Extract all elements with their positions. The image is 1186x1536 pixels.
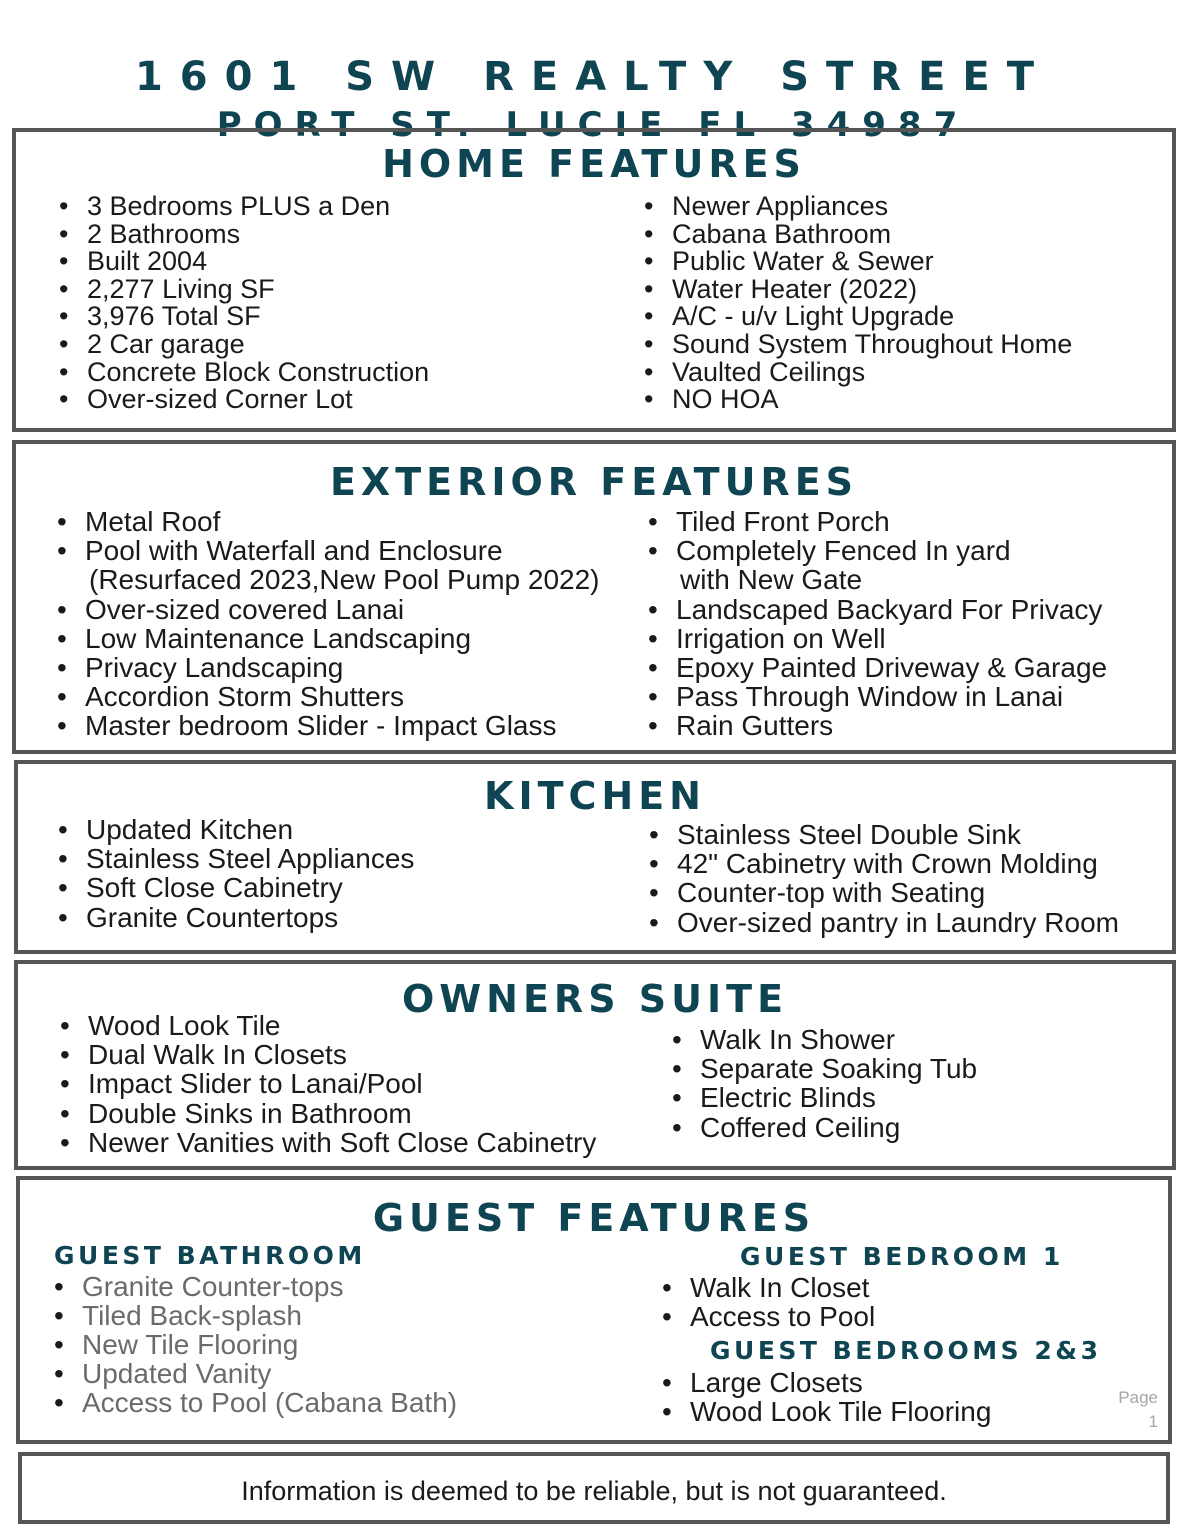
home-features-right-list: [672, 193, 1072, 414]
exterior-features-section: [12, 440, 1176, 754]
list-item: • Pass Through Window in Lanai: [676, 682, 1107, 711]
list-item: • Sound System Throughout Home: [672, 331, 1072, 359]
list-item: • Tiled Front Porch: [676, 507, 1107, 536]
owners-suite-heading: OWNERS SUITE: [401, 977, 789, 1021]
guest-bedrooms-2-3-list: [690, 1368, 991, 1426]
list-item: • Cabana Bathroom: [672, 221, 1072, 249]
list-item: • Accordion Storm Shutters: [85, 682, 600, 711]
list-item: • Granite Countertops: [86, 903, 414, 932]
list-item: • Low Maintenance Landscaping: [85, 624, 600, 653]
exterior-features-left-list: [85, 507, 600, 741]
list-item: • Impact Slider to Lanai/Pool: [88, 1069, 596, 1098]
list-item: • Walk In Shower: [700, 1025, 977, 1054]
list-item: • Counter-top with Seating: [677, 878, 1119, 907]
guest-features-heading: GUEST FEATURES: [372, 1196, 816, 1240]
kitchen-section: [14, 760, 1176, 954]
list-item: • A/C - u/v Light Upgrade: [672, 303, 1072, 331]
list-item-continuation: with New Gate: [680, 564, 863, 596]
home-features-left-list: [87, 193, 429, 414]
list-item: • Pool with Waterfall and Enclosure: [85, 536, 600, 565]
disclaimer-box: [18, 1452, 1170, 1524]
list-item: • New Tile Flooring: [82, 1330, 457, 1359]
list-item: • Over-sized Corner Lot: [87, 386, 429, 414]
list-item: • Coffered Ceiling: [700, 1113, 977, 1142]
list-item: • Updated Kitchen: [86, 815, 414, 844]
home-features-section: [12, 128, 1176, 432]
property-street-address: 1601 SW REALTY STREET: [134, 53, 1052, 100]
list-item: • Water Heater (2022): [672, 276, 1072, 304]
page-number-value: 1: [1148, 1412, 1158, 1431]
property-city-line: PORT ST. LUCIE FL 34987: [216, 105, 970, 146]
list-item: • Concrete Block Construction: [87, 359, 429, 387]
list-item: • Landscaped Backyard For Privacy: [676, 595, 1107, 624]
list-item: • Completely Fenced In yard: [676, 536, 1107, 565]
list-item: • Dual Walk In Closets: [88, 1040, 596, 1069]
list-item: • Separate Soaking Tub: [700, 1054, 977, 1083]
list-item: • 3 Bedrooms PLUS a Den: [87, 193, 429, 221]
list-item: • Vaulted Ceilings: [672, 359, 1072, 387]
guest-bathroom-list: [82, 1272, 457, 1417]
list-item: • Newer Appliances: [672, 193, 1072, 221]
guest-bedrooms-2-3-heading: GUEST BEDROOMS 2&3: [710, 1336, 1102, 1365]
list-item: • Newer Vanities with Soft Close Cabinetry: [88, 1128, 596, 1157]
disclaimer-text: Information is deemed to be reliable, but is not guaranteed.: [241, 1476, 947, 1506]
list-item: • Double Sinks in Bathroom: [88, 1099, 596, 1128]
list-item: • Master bedroom Slider - Impact Glass: [85, 711, 600, 740]
list-item: • Stainless Steel Double Sink: [677, 820, 1119, 849]
kitchen-heading: KITCHEN: [484, 774, 706, 818]
list-item: • Granite Counter-tops: [82, 1272, 457, 1301]
exterior-features-right-list: [676, 507, 1107, 741]
list-item: • Updated Vanity: [82, 1359, 457, 1388]
list-item: • 3,976 Total SF: [87, 303, 429, 331]
list-item: • Built 2004: [87, 248, 429, 276]
list-item: • Walk In Closet: [690, 1273, 875, 1302]
list-item: • 2,277 Living SF: [87, 276, 429, 304]
list-item: • Metal Roof: [85, 507, 600, 536]
list-item: • Electric Blinds: [700, 1083, 977, 1112]
list-item: • Tiled Back-splash: [82, 1301, 457, 1330]
owners-suite-left-list: [88, 1011, 596, 1157]
list-item: • Access to Pool: [690, 1302, 875, 1331]
list-item: • Irrigation on Well: [676, 624, 1107, 653]
page-number: [1118, 1386, 1158, 1434]
guest-bedroom-1-list: [690, 1273, 875, 1331]
list-item-continuation: (Resurfaced 2023,New Pool Pump 2022): [89, 564, 600, 596]
guest-features-section: [16, 1176, 1172, 1444]
kitchen-left-list: [86, 815, 414, 932]
list-item: • Over-sized pantry in Laundry Room: [677, 908, 1119, 937]
exterior-features-heading: EXTERIOR FEATURES: [329, 460, 859, 504]
list-item: • Stainless Steel Appliances: [86, 844, 414, 873]
list-item: • Public Water & Sewer: [672, 248, 1072, 276]
list-item: • Large Closets: [690, 1368, 991, 1397]
list-item: • Wood Look Tile Flooring: [690, 1397, 991, 1426]
page-label: Page: [1118, 1388, 1158, 1407]
list-item: • NO HOA: [672, 386, 1072, 414]
list-item: • Epoxy Painted Driveway & Garage: [676, 653, 1107, 682]
list-item: • Rain Gutters: [676, 711, 1107, 740]
owners-suite-right-list: [700, 1025, 977, 1142]
list-item: • Soft Close Cabinetry: [86, 873, 414, 902]
list-item: • Access to Pool (Cabana Bath): [82, 1388, 457, 1417]
list-item: • Privacy Landscaping: [85, 653, 600, 682]
list-item: • Wood Look Tile: [88, 1011, 596, 1040]
list-item: • 2 Car garage: [87, 331, 429, 359]
list-item: • 2 Bathrooms: [87, 221, 429, 249]
kitchen-right-list: [677, 820, 1119, 937]
home-features-heading: HOME FEATURES: [382, 142, 806, 186]
list-item: • 42" Cabinetry with Crown Molding: [677, 849, 1119, 878]
owners-suite-section: [14, 960, 1176, 1170]
guest-bedroom-1-heading: GUEST BEDROOM 1: [740, 1242, 1064, 1271]
guest-bathroom-heading: GUEST BATHROOM: [54, 1241, 366, 1270]
list-item: • Over-sized covered Lanai: [85, 595, 600, 624]
